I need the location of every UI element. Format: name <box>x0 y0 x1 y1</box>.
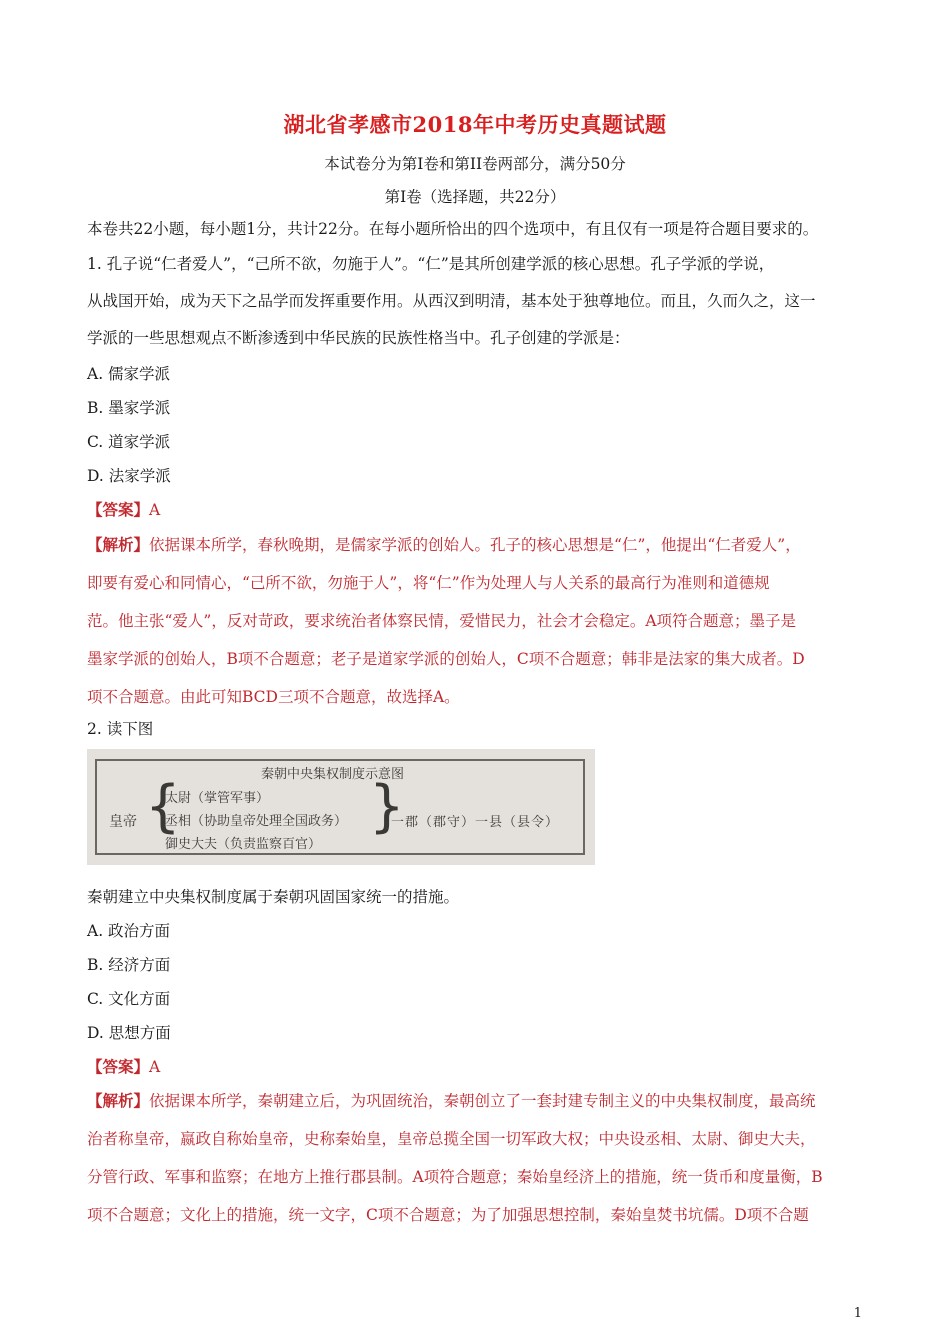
diagram-official: 太尉（掌管军事） <box>165 791 270 806</box>
q1-analysis-line: 项不合题意。由此可知BCD三项不合题意，故选择A。 <box>87 688 460 706</box>
q1-option-c: C. 道家学派 <box>87 433 171 451</box>
q1-stem-line: 1. 孔子说“仁者爱人”，“己所不欲，勿施于人”。“仁”是其所创建学派的核心思想。孔子学派的学说， <box>87 255 775 273</box>
q2-stem-intro: 2. 读下图 <box>87 720 154 738</box>
analysis-tag: 【解析】 <box>87 1091 150 1110</box>
answer-tag: 【答案】 <box>87 500 150 519</box>
answer-value: A <box>149 1058 161 1076</box>
q2-analysis-line: 分管行政、军事和监察；在地方上推行郡县制。A项符合题意；秦始皇经济上的措施，统一货币和度量衡，B <box>87 1168 823 1186</box>
right-brace-icon: } <box>369 774 405 839</box>
answer-tag: 【答案】 <box>87 1057 150 1076</box>
q2-option-b: B. 经济方面 <box>87 956 171 974</box>
left-brace-icon: { <box>145 774 181 839</box>
q1-analysis-line: 范。他主张“爱人”，反对苛政，要求统治者体察民情，爱惜民力，社会才会稳定。A项符合题意；墨子是 <box>87 612 797 630</box>
diagram-local-chain: 一郡（郡守）一县（县令） <box>391 815 560 830</box>
diagram-title: 秦朝中央集权制度示意图 <box>261 767 405 782</box>
diagram-official: 御史大夫（负责监察百官） <box>165 837 322 852</box>
q1-stem-line: 从战国开始，成为天下之品学而发挥重要作用。从西汉到明清，基本处于独尊地位。而且，久而久之，这一 <box>87 292 816 310</box>
q1-analysis-line: 墨家学派的创始人，B项不合题意；老子是道家学派的创始人，C项不合题意；韩非是法家的集大成者。D <box>87 650 805 668</box>
diagram-emperor: 皇帝 <box>109 814 137 830</box>
q1-analysis-line <box>87 534 801 556</box>
analysis-text: 依据课本所学，秦朝建立后，为巩固统治，秦朝创立了一套封建专制主义的中央集权制度，最高统 <box>149 1092 816 1110</box>
q1-analysis-line: 即要有爱心和同情心，“己所不欲，勿施于人”，将“仁”作为处理人与人关系的最高行为准则和道德规 <box>87 574 770 592</box>
q1-option-a: A. 儒家学派 <box>87 365 171 383</box>
diagram-official: 丞相（协助皇帝处理全国政务） <box>165 814 348 829</box>
q1-option-d: D. 法家学派 <box>87 467 171 485</box>
q2-stem: 秦朝建立中央集权制度属于秦朝巩固国家统一的措施。 <box>87 888 460 906</box>
q1-stem-line: 学派的一些思想观点不断渗透到中华民族的民族性格当中。孔子创建的学派是： <box>87 329 630 347</box>
q2-answer <box>87 1056 160 1078</box>
analysis-tag: 【解析】 <box>87 535 150 554</box>
q2-option-c: C. 文化方面 <box>87 990 171 1008</box>
page-number: 1 <box>853 1306 862 1321</box>
q2-analysis-line <box>87 1090 816 1112</box>
analysis-text: 依据课本所学，春秋晚期，是儒家学派的创始人。孔子的核心思想是“仁”，他提出“仁者爱人”， <box>149 536 801 554</box>
section-heading: 第I卷（选择题，共22分） <box>384 188 566 206</box>
qin-centralization-diagram <box>87 749 595 865</box>
answer-value: A <box>149 501 161 519</box>
instructions: 本卷共22小题，每小题1分，共计22分。在每小题所恰出的四个选项中，有且仅有一项是符合题目要求的。 <box>87 220 819 238</box>
q1-option-b: B. 墨家学派 <box>87 399 171 417</box>
q1-answer <box>87 499 160 521</box>
q2-analysis-line: 项不合题意；文化上的措施，统一文字，C项不合题意；为了加强思想控制，秦始皇焚书坑儒。D项不合题 <box>87 1206 809 1224</box>
q2-option-a: A. 政治方面 <box>87 922 171 940</box>
page-title: 湖北省孝感市2018年中考历史真题试题 <box>283 112 667 137</box>
q2-analysis-line: 治者称皇帝，嬴政自称始皇帝，史称秦始皇，皇帝总揽全国一切军政大权；中央设丞相、太尉、御史大夫， <box>87 1130 816 1148</box>
exam-subtitle: 本试卷分为第I卷和第II卷两部分，满分50分 <box>324 155 626 173</box>
q2-option-d: D. 思想方面 <box>87 1024 171 1042</box>
